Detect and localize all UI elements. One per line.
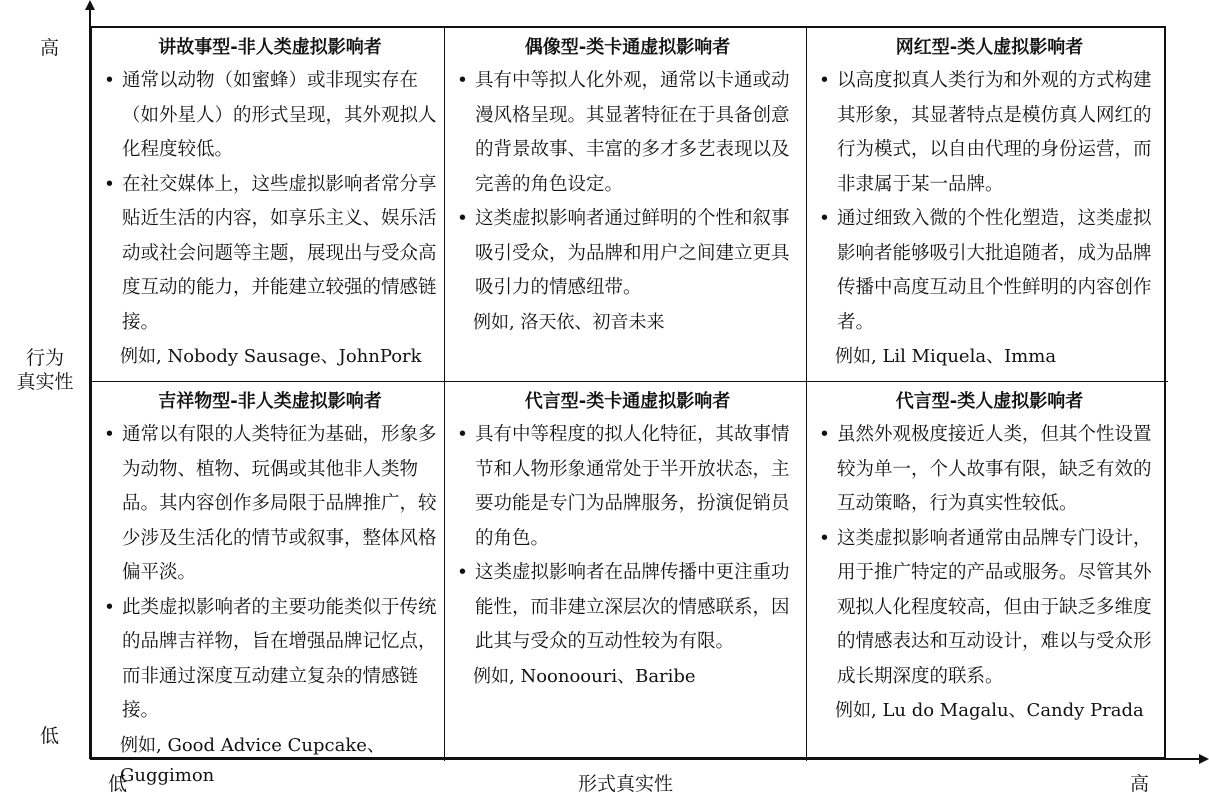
x-axis-title: 形式真实性: [578, 773, 674, 795]
y-axis-low-label: 低: [40, 725, 60, 747]
bullet-item: • 通过细致入微的个性化塑造，这类虚拟影响者能够吸引大批追随者，成为品牌传播中高度互动且个性鲜明的内容创作者。: [817, 202, 1162, 340]
x-axis-low-label: 低: [108, 773, 128, 795]
y-axis-title-line2: 真实性: [16, 371, 74, 393]
example-text: 例如, Lu do Magalu、Candy Prada: [835, 700, 1144, 721]
bullet-item: • 在社交媒体上，这些虚拟影响者常分享贴近生活的内容，如享乐主义、娱乐活动或社会问题等主题，展现出与受众高度互动的能力，并能建立较强的情感链接。: [102, 168, 438, 341]
cell-title: 网红型-类人虚拟影响者: [895, 37, 1084, 58]
bullet-item: • 通常以动物（如蜜蜂）或非现实存在（如外星人）的形式呈现，其外观拟人化程度较低。: [102, 64, 438, 168]
cell-title: 代言型-类卡通虚拟影响者: [524, 391, 731, 412]
bullet-list: [817, 418, 1162, 694]
cell-title: 代言型-类人虚拟影响者: [895, 391, 1084, 412]
cell-mascot-nonhuman: [92, 382, 445, 786]
bullet-item: • 此类虚拟影响者的主要功能类似于传统的品牌吉祥物，旨在增强品牌记忆点，而非通过深度互动建立复杂的情感链接。: [102, 591, 438, 729]
example-text: 例如, Noonoouri、Baribe: [473, 665, 696, 687]
cell-title: 吉祥物型-非人类虚拟影响者: [158, 391, 382, 412]
cell-storytelling-nonhuman: [92, 28, 445, 382]
y-axis-arrowhead: [85, 0, 95, 10]
cell-title: 讲故事型-非人类虚拟影响者: [158, 37, 382, 58]
bullet-list: [817, 64, 1162, 340]
cell-endorser-humanlike: [807, 382, 1168, 761]
example-text: 例如, Good Advice Cupcake、Guggimon: [120, 734, 385, 786]
bullet-list: [455, 64, 800, 306]
bullet-list: [102, 64, 438, 340]
cell-influencer-humanlike: [807, 28, 1168, 382]
bullet-item: • 这类虚拟影响者通过鲜明的个性和叙事吸引受众，为品牌和用户之间建立更具吸引力的情感纽带。: [455, 202, 800, 306]
bullet-item: • 这类虚拟影响者在品牌传播中更注重功能性，而非建立深层次的情感联系，因此其与受众的互动性较为有限。: [455, 556, 800, 660]
bullet-item: • 虽然外观极度接近人类，但其个性设置较为单一，个人故事有限，缺乏有效的互动策略，行为真实性较低。: [817, 418, 1162, 522]
y-axis-high-label: 高: [40, 37, 60, 59]
bullet-item: • 这类虚拟影响者通常由品牌专门设计，用于推广特定的产品或服务。尽管其外观拟人化程度较高，但由于缺乏多维度的情感表达和互动设计，难以与受众形成长期深度的联系。: [817, 522, 1162, 695]
x-axis-arrowhead: [1199, 754, 1209, 764]
bullet-list: [455, 418, 800, 660]
cell-endorser-cartoon: [445, 382, 807, 761]
cell-title: 偶像型-类卡通虚拟影响者: [524, 37, 731, 58]
y-axis-title-line1: 行为: [25, 347, 64, 369]
bullet-item: • 以高度拟真人类行为和外观的方式构建其形象，其显著特点是模仿真人网红的行为模式，以自由代理的身份运营，而非隶属于某一品牌。: [817, 64, 1162, 202]
bullet-item: • 具有中等程度的拟人化特征，其故事情节和人物形象通常处于半开放状态，主要功能是专门为品牌服务，扮演促销员的角色。: [455, 418, 800, 556]
bullet-item: • 具有中等拟人化外观，通常以卡通或动漫风格呈现。其显著特征在于具备创意的背景故事、丰富的多才多艺表现以及完善的角色设定。: [455, 64, 800, 202]
bullet-list: [102, 418, 438, 729]
x-axis-high-label: 高: [1130, 773, 1150, 795]
bullet-item: • 通常以有限的人类特征为基础，形象多为动物、植物、玩偶或其他非人类物品。其内容创作多局限于品牌推广，较少涉及生活化的情节或叙事，整体风格偏平淡。: [102, 418, 438, 591]
example-text: 例如, Lil Miquela、Imma: [835, 346, 1057, 367]
example-text: 例如, Nobody Sausage、JohnPork: [120, 346, 422, 367]
example-text: 例如, 洛天依、初音未来: [473, 311, 665, 333]
y-axis-title: [14, 346, 76, 394]
cell-idol-cartoon: [445, 28, 807, 382]
